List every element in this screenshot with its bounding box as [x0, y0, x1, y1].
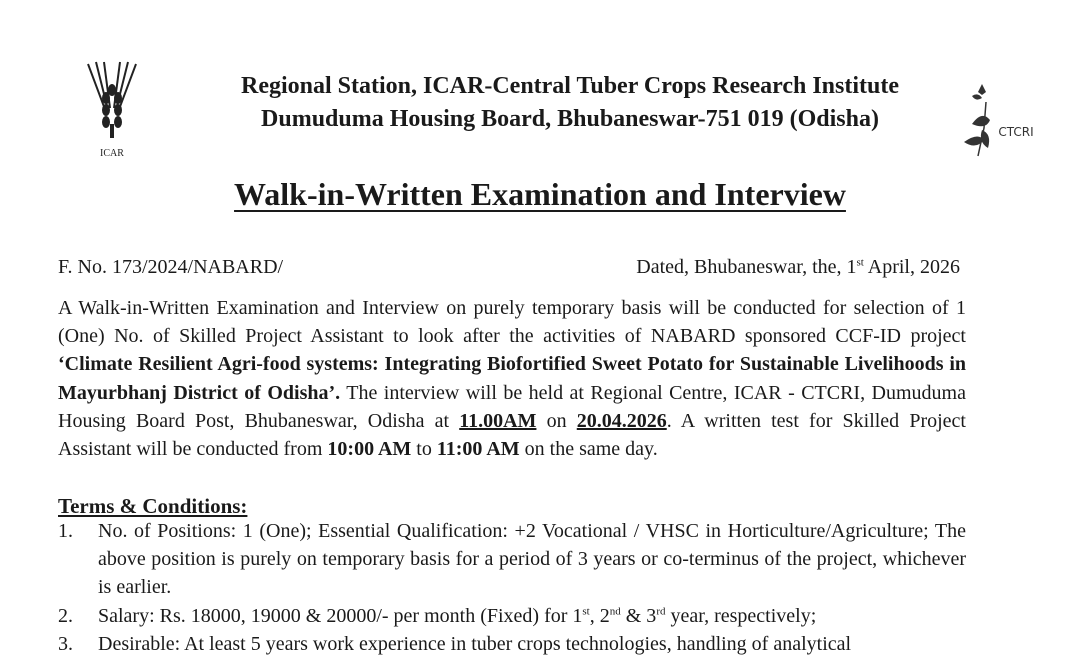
project-title: ‘Climate Resilient Agri-food systems: Integrating Biofortified Sweet Potato for Sustainable Livelihoods in Mayurbhanj District of Odisha’.	[58, 353, 966, 404]
notice-title: Walk-in-Written Examination and Interview	[234, 176, 846, 212]
institute-header	[160, 70, 980, 136]
test-end-time: 11:00 AM	[436, 438, 520, 461]
list-item: 3. Desirable: At least 5 years work experience in tuber crops technologies, handling of analytical	[58, 632, 852, 655]
ctcri-leaf-logo-icon	[952, 78, 1044, 162]
dated-line: Dated, Bhubaneswar, the, 1st April, 2026	[636, 256, 960, 278]
intro-paragraph: A Walk-in-Written Examination and Interview on purely temporary basis will be conducted for selection of 1 (One) No. of Skilled Project Assistant to look after the activities of NABARD sponsored CCF-ID project ‘Climate Resilient Agri-food systems: Integrating Biofortified Sweet Potato for Sustainable Livelihoods in Mayurbhanj District of Odisha’. The interview will be held at Regional Centre, ICAR - CTCRI, Dumuduma Housing Board Post, Bhubaneswar, Odisha at 11.00AM on 20.04.2026. A written test for Skilled Project Assistant will be conducted from 10:00 AM to 11:00 AM on the same day.	[58, 297, 966, 461]
list-item: 1. No. of Positions: 1 (One); Essential Qualification: +2 Vocational / VHSC in Horticulture/Agriculture; The above position is purely on temporary basis for a period of 3 years or co-terminus of the project, whichever is earlier.	[58, 520, 966, 599]
icar-logo-text: ICAR	[100, 148, 124, 159]
interview-date: 20.04.2026	[576, 409, 667, 432]
institute-name: Regional Station, ICAR-Central Tuber Crops Research Institute	[240, 73, 900, 99]
terms-list	[58, 517, 966, 658]
icar-wheat-logo-icon	[78, 60, 146, 160]
test-start-time: 10:00 AM	[327, 438, 412, 461]
notice-title-wrap	[0, 176, 1080, 213]
terms-heading: Terms & Conditions:	[58, 494, 248, 518]
file-number: F. No. 173/2024/NABARD/	[58, 256, 284, 278]
interview-time: 11.00AM	[459, 409, 537, 432]
institute-address: Dumuduma Housing Board, Bhubaneswar-751 019 (Odisha)	[261, 106, 879, 132]
ctcri-logo-text: CTCRI	[998, 125, 1034, 139]
list-item: 2. Salary: Rs. 18000, 19000 & 20000/- per month (Fixed) for 1st, 2nd & 3rd year, respectively;	[58, 604, 817, 627]
